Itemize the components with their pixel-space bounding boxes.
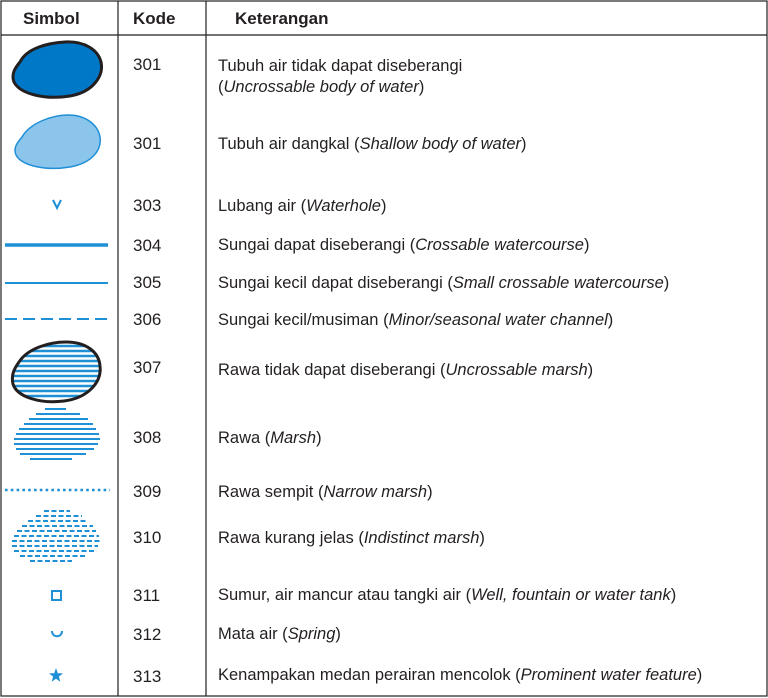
dashed-line-icon (0, 313, 118, 325)
row-code: 301 (133, 55, 162, 74)
row-code: 312 (133, 625, 162, 644)
row-description: Lubang air (Waterhole) (218, 197, 387, 215)
row-description: Rawa tidak dapat diseberangi (Uncrossable marsh) (218, 361, 594, 379)
row-code: 305 (133, 273, 162, 292)
row-description: Tubuh air tidak dapat diseberangi (Uncrossable body of water) (218, 57, 463, 96)
row-description: Sungai kecil dapat diseberangi (Small crossable watercourse) (218, 274, 670, 292)
row-description: Rawa sempit (Narrow marsh) (218, 483, 433, 501)
row-code: 311 (133, 586, 161, 605)
row-code: 313 (133, 667, 162, 686)
dark-water-body-icon (0, 40, 118, 100)
row-description: Tubuh air dangkal (Shallow body of water) (218, 135, 527, 153)
thin-line-icon (0, 277, 118, 289)
uncrossable-marsh-icon (0, 340, 118, 406)
row-code: 306 (133, 310, 162, 329)
indistinct-marsh-icon (0, 506, 118, 566)
header-symbol: Simbol (23, 9, 80, 28)
row-description: Rawa (Marsh) (218, 429, 322, 447)
row-code: 309 (133, 482, 162, 501)
row-code: 308 (133, 428, 162, 447)
row-description: Sumur, air mancur atau tangki air (Well, fountain or water tank) (218, 586, 677, 604)
well-square-icon (0, 586, 118, 606)
spring-icon (0, 625, 118, 643)
dotted-line-icon (0, 484, 118, 496)
header-description: Keterangan (235, 9, 329, 28)
thick-line-icon (0, 238, 118, 252)
row-code: 303 (133, 196, 162, 215)
star-icon (0, 665, 118, 685)
row-description: Mata air (Spring) (218, 625, 341, 643)
row-description: Sungai kecil/musiman (Minor/seasonal water channel) (218, 311, 614, 329)
row-description: Rawa kurang jelas (Indistinct marsh) (218, 529, 485, 547)
row-description: Sungai dapat diseberangi (Crossable watercourse) (218, 236, 590, 254)
row-code: 301 (133, 134, 162, 153)
row-code: 307 (133, 358, 162, 377)
row-description: Kenampakan medan perairan mencolok (Prominent water feature) (218, 666, 703, 684)
shallow-water-body-icon (0, 113, 118, 173)
waterhole-icon (0, 195, 118, 215)
row-code: 310 (133, 528, 162, 547)
row-code: 304 (133, 236, 162, 255)
marsh-icon (0, 405, 118, 465)
header-code: Kode (133, 9, 176, 28)
